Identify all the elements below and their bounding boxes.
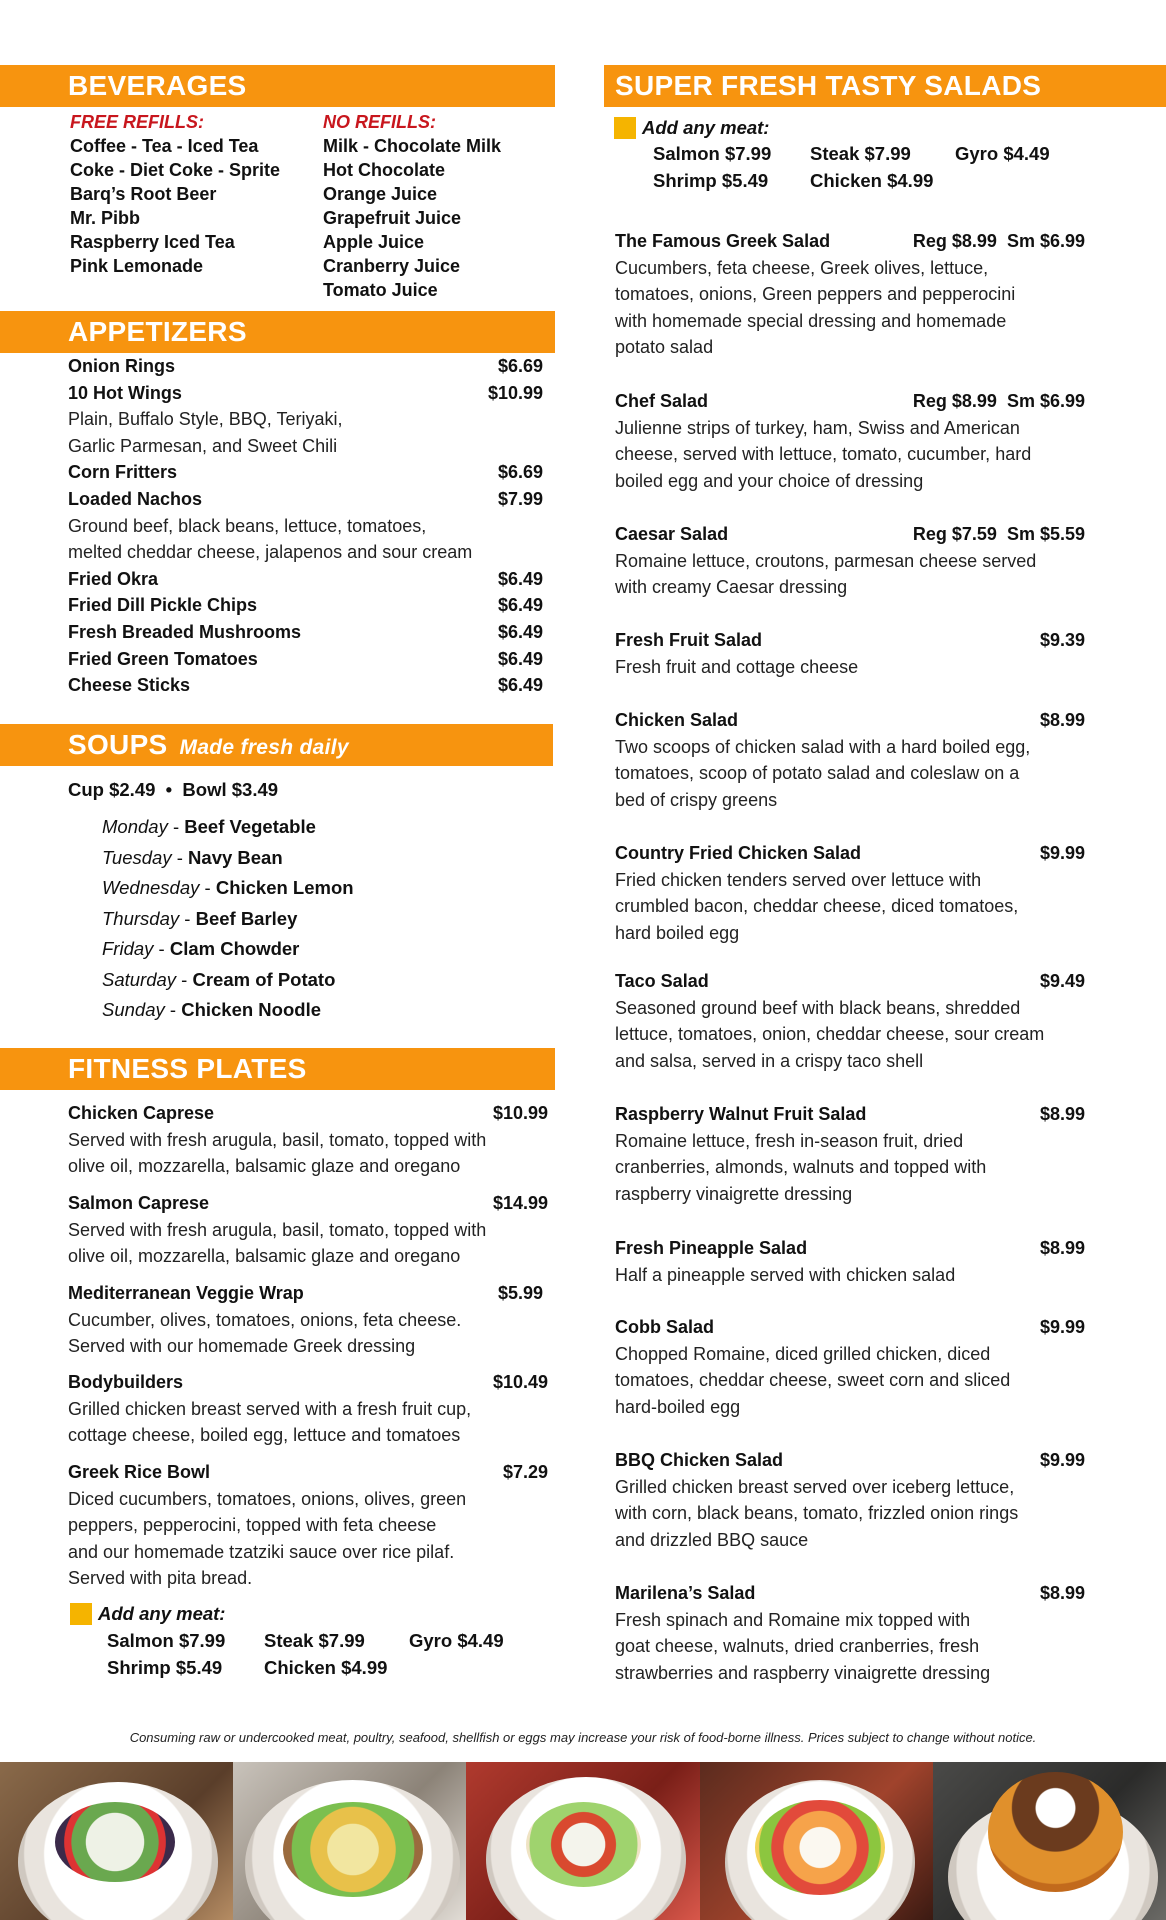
meat-square-icon [70, 1603, 92, 1625]
menu-item-row: Fried Okra $6.49 [68, 568, 543, 589]
salad-item: Fresh Pineapple Salad $8.99 Half a pineapple served with chicken salad [615, 1238, 1085, 1285]
salad-item: Taco Salad $9.49 Seasoned ground beef with black beans, shredded lettuce, tomatoes, onion, cheddar cheese, sour cream and salsa, served in a crispy taco shell [615, 971, 1085, 1071]
fitness-banner [0, 1048, 555, 1090]
beverage-item: Grapefruit Juice [323, 208, 462, 228]
salads-title: SUPER FRESH TASTY SALADS [615, 70, 1042, 101]
salad-item: Raspberry Walnut Fruit Salad $8.99 Romaine lettuce, fresh in-season fruit, dried cranberries, almonds, walnuts and topped with raspberry vinaigrette dressing [615, 1104, 1085, 1204]
menu-item-description: Garlic Parmesan, and Sweet Chili [68, 435, 338, 456]
menu-item-row: Fried Dill Pickle Chips $6.49 [68, 595, 543, 616]
no-refills-heading: NO REFILLS: [323, 112, 436, 132]
free-refills-heading: FREE REFILLS: [70, 112, 204, 132]
beverages-title: BEVERAGES [68, 70, 247, 101]
taco-salad-photo [933, 1762, 1166, 1920]
beverage-item: Orange Juice [323, 184, 438, 204]
salad-item: Country Fried Chicken Salad $9.99 Fried chicken tenders served over lettuce with crumbled bacon, cheddar cheese, diced tomatoes, hard boiled egg [615, 843, 1085, 943]
salad-item: Marilena’s Salad $8.99 Fresh spinach and Romaine mix topped with goat cheese, walnuts, dried cranberries, fresh strawberries and raspberry vinaigrette dressing [615, 1583, 1085, 1683]
soups-banner [0, 724, 553, 766]
salad-item: Chef Salad Reg $8.99 Sm $6.99 Julienne strips of turkey, ham, Swiss and American cheese, served with lettuce, tomato, cucumber, hard boiled egg and your choice of dressing [615, 391, 1085, 491]
fruit-salad-photo [700, 1762, 933, 1920]
soup-day-row: Sunday - Chicken Noodle [102, 999, 322, 1020]
appetizers-banner [0, 311, 555, 353]
salad-item: Chicken Salad $8.99 Two scoops of chicken salad with a hard boiled egg, tomatoes, scoop of potato salad and coleslaw on a bed of crispy greens [615, 710, 1085, 810]
greek-salad-photo [0, 1762, 233, 1920]
fitness-item: Chicken Caprese $10.99 Served with fresh arugula, basil, tomato, topped with olive oil, mozzarella, balsamic glaze and oregano [68, 1103, 548, 1177]
salads-banner [604, 65, 1166, 107]
menu-item-description: Plain, Buffalo Style, BBQ, Teriyaki, [68, 409, 343, 430]
menu-item-row: Onion Rings $6.69 [68, 356, 543, 376]
salad-item: Cobb Salad $9.99 Chopped Romaine, diced grilled chicken, diced tomatoes, cheddar cheese, sweet corn and sliced hard-boiled egg [615, 1317, 1085, 1417]
fitness-title: FITNESS PLATES [68, 1053, 307, 1084]
beverage-item: Coffee - Tea - Iced Tea [70, 136, 259, 156]
beverage-item: Pink Lemonade [70, 256, 204, 276]
free-refills-column [70, 110, 320, 278]
menu-item-row: Cheese Sticks $6.49 [68, 675, 543, 696]
no-refills-column [323, 110, 553, 302]
add-meat-block-right: Add any meat: Salmon $7.99 Steak $7.99 Gyro $4.49 Shrimp $5.49 Chicken $4.99 [614, 117, 1050, 194]
beverage-item: Mr. Pibb [70, 208, 141, 228]
soup-day-row: Tuesday - Navy Bean [102, 846, 283, 868]
soup-schedule [102, 812, 354, 1026]
beverage-item: Raspberry Iced Tea [70, 232, 235, 252]
beverage-item: Hot Chocolate [323, 160, 446, 180]
chef-salad-photo [466, 1762, 699, 1920]
fitness-item: Salmon Caprese $14.99 Served with fresh arugula, basil, tomato, topped with olive oil, mozzarella, balsamic glaze and oregano [68, 1193, 548, 1267]
fitness-item: Greek Rice Bowl $7.29 Diced cucumbers, tomatoes, onions, olives, green peppers, pepperocini, topped with feta cheese and our homemade tzatziki sauce over rice pilaf. Served with pita bread. [68, 1462, 548, 1589]
soups-title: SOUPS [68, 729, 168, 760]
food-photo-strip [0, 1762, 1166, 1920]
salad-item: Caesar Salad Reg $7.59 Sm $5.59 Romaine lettuce, croutons, parmesan cheese served with creamy Caesar dressing [615, 524, 1085, 598]
menu-item-row: 10 Hot Wings $10.99 [68, 382, 543, 403]
beverage-item: Coke - Diet Coke - Sprite [70, 160, 281, 180]
beverages-banner [0, 65, 555, 107]
menu-item-description: melted cheddar cheese, jalapenos and sour cream [68, 542, 473, 563]
menu-item-row: Fresh Breaded Mushrooms $6.49 [68, 621, 543, 642]
salad-item: BBQ Chicken Salad $9.99 Grilled chicken breast served over iceberg lettuce, with corn, black beans, tomato, frizzled onion rings and drizzled BBQ sauce [615, 1450, 1085, 1550]
menu-item-row: Loaded Nachos $7.99 [68, 488, 543, 509]
soup-day-row: Wednesday - Chicken Lemon [102, 877, 354, 898]
beverage-item: Apple Juice [323, 232, 425, 252]
beverage-item: Tomato Juice [323, 280, 438, 300]
salad-item: The Famous Greek Salad Reg $8.99 Sm $6.99 Cucumbers, feta cheese, Greek olives, lettuce, tomatoes, onions, Green peppers and pepperocini with homemade special dressing and homemade potato salad [615, 231, 1085, 358]
cobb-salad-photo [233, 1762, 466, 1920]
fitness-item: Bodybuilders $10.49 Grilled chicken breast served with a fresh fruit cup, cottage cheese, boiled egg, lettuce and tomatoes [68, 1372, 548, 1446]
menu-item-row: Corn Fritters $6.69 [68, 462, 543, 483]
soup-day-row: Thursday - Beef Barley [102, 907, 298, 929]
soups-subtitle: Made fresh daily [179, 736, 349, 759]
beverage-item: Cranberry Juice [323, 256, 461, 276]
appetizers-list [68, 353, 543, 699]
menu-item-row: Fried Green Tomatoes $6.49 [68, 648, 543, 669]
fitness-item: Mediterranean Veggie Wrap $5.99 Cucumber, olives, tomatoes, onions, feta cheese. Served with our homemade Greek dressing [68, 1283, 543, 1357]
add-meat-block-left: Add any meat: Salmon $7.99 Steak $7.99 Gyro $4.49 Shrimp $5.49 Chicken $4.99 [70, 1603, 504, 1681]
salad-item: Fresh Fruit Salad $9.39 Fresh fruit and cottage cheese [615, 630, 1085, 677]
soup-prices: Cup $2.49 • Bowl $3.49 [68, 779, 279, 800]
soup-day-row: Monday - Beef Vegetable [102, 816, 316, 837]
disclaimer-text: Consuming raw or undercooked meat, poultry, seafood, shellfish or eggs may increase your risk of food-borne illness. Prices subject to change without notice. [129, 1730, 1037, 1745]
menu-item-description: Ground beef, black beans, lettuce, tomatoes, [68, 515, 427, 536]
meat-square-icon [614, 117, 636, 139]
beverage-item: Milk - Chocolate Milk [323, 136, 502, 156]
soup-day-row: Saturday - Cream of Potato [102, 968, 336, 990]
appetizers-title: APPETIZERS [68, 316, 247, 347]
soup-day-row: Friday - Clam Chowder [102, 938, 300, 959]
beverage-item: Barq’s Root Beer [70, 184, 217, 204]
